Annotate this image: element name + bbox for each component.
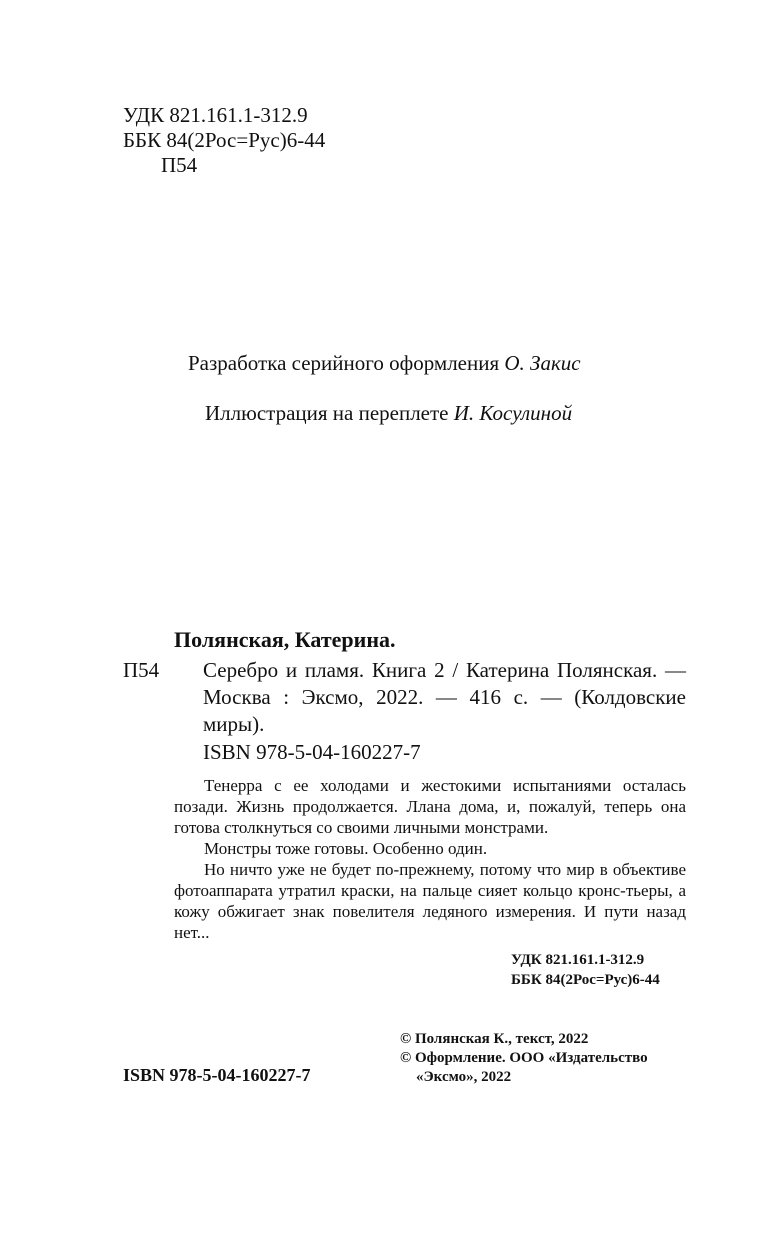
copyright-text: © Полянская К., текст, 2022 xyxy=(400,1031,589,1047)
annotation-paragraph: Но ничто уже не будет по-прежнему, потому что мир в объективе фотоаппарата утратил краски, на пальце сияет кольцо кронс-тьеры, а кожу обжигает знак повелителя ледяного измерения. И пути назад нет... xyxy=(174,860,686,942)
copyright-design: © Оформление. ООО «Издательство xyxy=(400,1050,648,1066)
annotation xyxy=(174,775,686,943)
design-credit-prefix: Разработка серийного оформления xyxy=(188,351,500,375)
illustration-credit-name: И. Косулиной xyxy=(453,401,573,425)
classification-udk: УДК 821.161.1-312.9 xyxy=(511,952,645,968)
footer-isbn: ISBN 978-5-04-160227-7 xyxy=(123,1065,311,1085)
record-isbn: ISBN 978-5-04-160227-7 xyxy=(203,740,421,764)
annotation-paragraph: Монстры тоже готовы. Особенно один. xyxy=(204,839,488,858)
record-description: Серебро и пламя. Книга 2 / Катерина Полянская. — Москва : Эксмо, 2022. — 416 с. — (Колдовские миры). xyxy=(203,658,686,736)
classification-bbk: ББК 84(2Рос=Рус)6-44 xyxy=(511,972,660,988)
illustration-credit xyxy=(205,400,572,426)
bbk-code: ББК 84(2Рос=Рус)6-44 xyxy=(123,128,326,152)
record-code: П54 xyxy=(123,658,160,682)
record-author: Полянская, Катерина. xyxy=(174,627,396,652)
udk-code: УДК 821.161.1-312.9 xyxy=(123,103,308,127)
annotation-paragraph: Тенерра с ее холодами и жестокими испытаниями осталась позади. Жизнь продолжается. Ллана дома, и, пожалуй, теперь она готова столкнуться со своими личными монстрами. xyxy=(174,776,686,837)
design-credit xyxy=(188,350,581,376)
design-credit-name: О. Закис xyxy=(504,351,581,375)
illustration-credit-prefix: Иллюстрация на переплете xyxy=(205,401,449,425)
copyright-publisher: «Эксмо», 2022 xyxy=(416,1069,512,1085)
author-mark: П54 xyxy=(161,153,198,177)
